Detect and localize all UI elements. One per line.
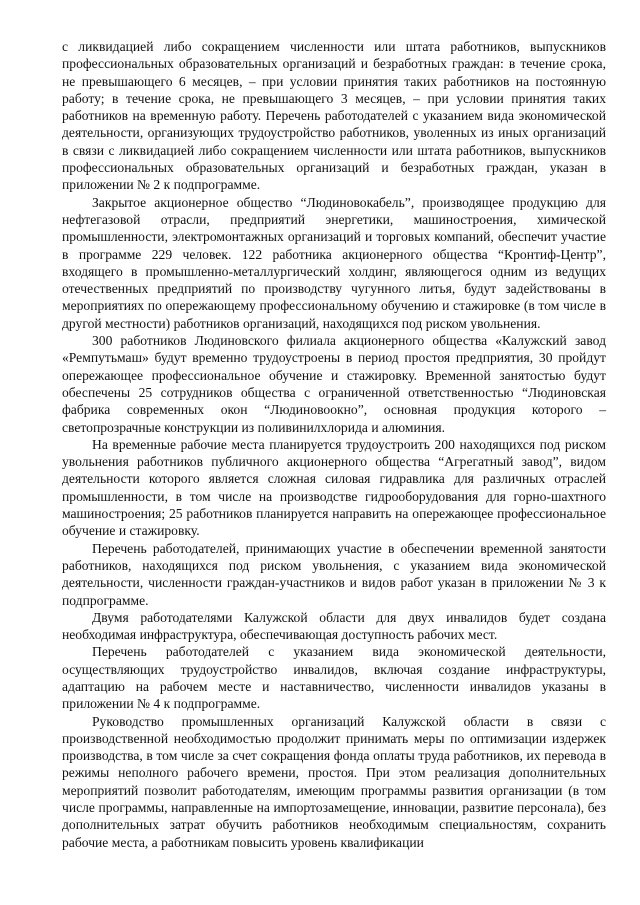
paragraph-1: с ликвидацией либо сокращением численности или штата работников, выпускников профессиональных образовательных организаций и безработных граждан: в течение срока, не превышающего 6 месяцев, – при условии принятия таких работников на постоянную работу; в течение срока, не превышающего 3 месяцев, – при условии принятия таких работников на временную работу. Перечень работодателей с указанием вида экономической деятельности, организующих трудоустройство работников, уволенных из иных организаций в связи с ликвидацией либо сокращением численности или штата работников, выпускников профессиональных образовательных организаций и безработных граждан, указан в приложении № 2 к подпрограмме. xyxy=(62,39,606,193)
paragraph-3: 300 работников Людиновского филиала акционерного общества «Калужский завод «Ремпутьмаш» будут временно трудоустроены в период простоя предприятия, 30 пройдут опережающее профессиональное обучение и стажировку. Временной занятостью будут обеспечены 25 сотрудников общества с ограниченной ответственностью “Людиновская фабрика современных окон “Людиновоокно”, основная продукция которого – светопрозрачные конструкции из поливинилхлорида и алюминия. xyxy=(62,333,606,435)
document-body xyxy=(62,38,606,851)
paragraph-8: Руководство промышленных организаций Калужской области в связи с производственной необходимостью продолжит принимать меры по оптимизации издержек производства, в том числе за счет сокращения фонда оплаты труда работников, их перевода в режимы неполного рабочего времени, простоя. При этом реализация дополнительных мероприятий позволит работодателям, имеющим программы развития организации (в том числе программы, направленные на импортозамещение, инновации, развитие персонала), без дополнительных затрат обучить работников необходимым специальностям, сохранить рабочие места, а работникам повысить уровень квалификации xyxy=(62,713,606,850)
paragraph-7: Перечень работодателей с указанием вида экономической деятельности, осуществляющих трудоустройство инвалидов, включая создание инфраструктуры, адаптацию на рабочем месте и наставничество, численности инвалидов указаны в приложении № 4 к подпрограмме. xyxy=(62,644,606,712)
paragraph-5: Перечень работодателей, принимающих участие в обеспечении временной занятости работников, находящихся под риском увольнения, с указанием вида экономической деятельности, численности граждан-участников и видов работ указан в приложении № 3 к подпрограмме. xyxy=(62,540,606,608)
paragraph-6: Двумя работодателями Калужской области для двух инвалидов будет создана необходимая инфраструктура, обеспечивающая доступность рабочих мест. xyxy=(62,609,606,643)
paragraph-2: Закрытое акционерное общество “Людиновокабель”, производящее продукцию для нефтегазовой отрасли, предприятий энергетики, машиностроения, химической промышленности, электромонтажных организаций и торговых компаний, обеспечит участие в программе 229 человек. 122 работника акционерного общества “Кронтиф-Центр”, входящего в промышленно-металлургический холдинг, являющегося одним из ведущих отечественных предприятий по производству чугунного литья, будут задействованы в мероприятиях по опережающему профессиональному обучению и стажировке (в том числе в другой местности) работников организаций, находящихся под риском увольнения. xyxy=(62,194,606,331)
paragraph-4: На временные рабочие места планируется трудоустроить 200 находящихся под риском увольнения работников публичного акционерного общества “Агрегатный завод”, видом деятельности которого является сложная силовая гидравлика для различных отраслей промышленности, в том числе на производстве гидрооборудования для горно-шахтного машиностроения; 25 работников планируется направить на опережающее профессиональное обучение и стажировку. xyxy=(62,436,606,539)
